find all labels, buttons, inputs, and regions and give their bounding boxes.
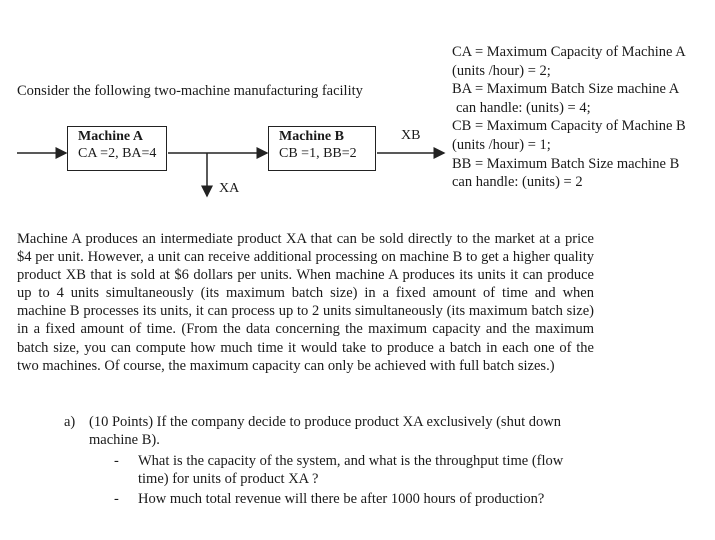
output-a-label: XA <box>219 181 240 196</box>
definition-line: can handle: (units) = 4; <box>456 99 591 116</box>
machine-a-box <box>67 126 167 171</box>
definition-line: (units /hour) = 2; <box>452 62 551 79</box>
question-a-bullets <box>114 452 608 508</box>
bullet-item <box>114 452 608 488</box>
question-a <box>64 414 561 448</box>
definition-line: BB = Maximum Batch Size machine B <box>452 155 680 172</box>
bullet-dash: - <box>114 453 119 469</box>
machine-a-name: Machine A <box>78 129 143 144</box>
machine-a-params: CA =2, BA=4 <box>78 146 157 161</box>
description-paragraph: Machine A produces an intermediate product XA that can be sold directly to the market at a price $4 per unit. However, a unit can receive additional processing on machine B to get a higher quality product XB that is sold at $6 dollars per units. When machine A produces its units it can produce up to 4 units simultaneously (its maximum batch size) in a fixed amount of time and when machine B processes its units, it can process up to 2 units simultaneously (its maximum batch size) in a fixed amount of time. (From the data concerning the maximum capacity and the maximum batch size, you can compute how much time it would take to produce a batch in each one of the two machines. Of course, the maximum capacity can only be achieved with full batch sizes.) <box>17 231 594 374</box>
machine-b-name: Machine B <box>279 129 344 144</box>
question-a-label: a) <box>64 414 76 430</box>
output-b-label: XB <box>401 128 421 143</box>
bullet-dash: - <box>114 491 119 507</box>
intro-text: Consider the following two-machine manufacturing facility <box>17 83 363 99</box>
bullet-text: How much total revenue will there be after 1000 hours of production? <box>138 491 545 507</box>
definition-line: can handle: (units) = 2 <box>452 174 583 191</box>
bullet-item <box>114 490 608 508</box>
machine-b-params: CB =1, BB=2 <box>279 146 357 161</box>
question-a-text: (10 Points) If the company decide to produce product XA exclusively (shut down machine B). <box>89 414 561 448</box>
definition-line: CA = Maximum Capacity of Machine A <box>452 44 686 60</box>
bullet-text: What is the capacity of the system, and what is the throughput time (flow time) for units of product XA ? <box>138 453 564 487</box>
definition-line: CB = Maximum Capacity of Machine B <box>452 118 686 135</box>
machine-b-box <box>268 126 376 171</box>
definition-line: BA = Maximum Batch Size machine A <box>452 81 680 98</box>
definition-line: (units /hour) = 1; <box>452 136 551 153</box>
